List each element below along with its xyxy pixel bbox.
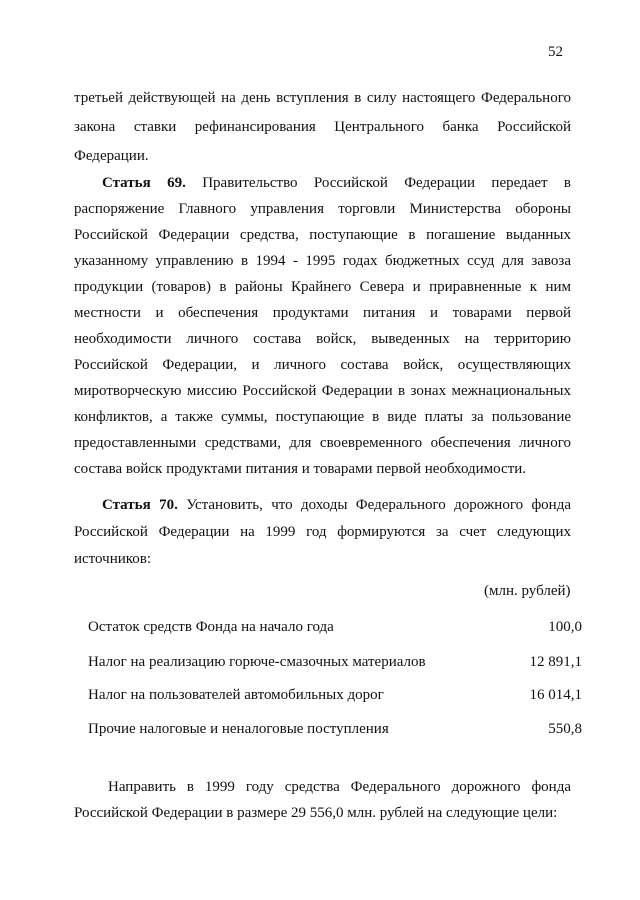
row-label: Прочие налоговые и неналоговые поступления [88,721,389,737]
table-row [88,619,582,639]
article-70 [74,492,571,573]
row-value: 12 891,1 [529,654,582,670]
row-value: 16 014,1 [529,687,582,703]
page-number: 52 [548,44,563,60]
article-70-text: Установить, что доходы Федерального дорожного фонда Российской Федерации на 1999 год формируются за счет следующих источников: [74,497,571,567]
row-label: Налог на пользователей автомобильных дорог [88,687,384,703]
article-69-text: Правительство Российской Федерации передает в распоряжение Главного управления торговли Министерства обороны Российской Федерации средства, поступающие в погашение выданных указанному управлению в 1994 - 1995 годах бюджетных ссуд для завоза продукции (товаров) в районы Крайнего Севера и приравненные к ним местности и обеспечения продуктами питания и товарами первой необходимости личного состава войск, выведенных на территорию Российской Федерации, и личного состава войск, осуществляющих миротворческую миссию Российской Федерации в зонах межнациональных конфликтов, а также суммы, поступающие в виде платы за пользование предоставленными средствами, для своевременного обеспечения личного состава войск продуктами питания и товарами первой необходимости. [74,175,572,477]
article-69-heading: Статья 69. [102,175,186,191]
table-row [88,654,582,674]
paragraph-continuation: третьей действующей на день вступления в силу настоящего Федерального закона ставки рефинансирования Центрального банка Российской Федерации. [74,90,571,164]
table-row [88,687,582,707]
row-value: 100,0 [548,619,582,635]
row-label: Остаток средств Фонда на начало года [88,619,334,635]
article-70-heading: Статья 70. [102,497,178,513]
table-row [88,721,582,741]
row-label: Налог на реализацию горюче-смазочных материалов [88,654,426,670]
article-69 [74,170,571,482]
closing-paragraph: Направить в 1999 году средства Федерального дорожного фонда Российской Федерации в размере 29 556,0 млн. рублей на следующие цели: [74,779,571,821]
row-value: 550,8 [548,721,582,737]
unit-label: (млн. рублей) [484,583,571,599]
